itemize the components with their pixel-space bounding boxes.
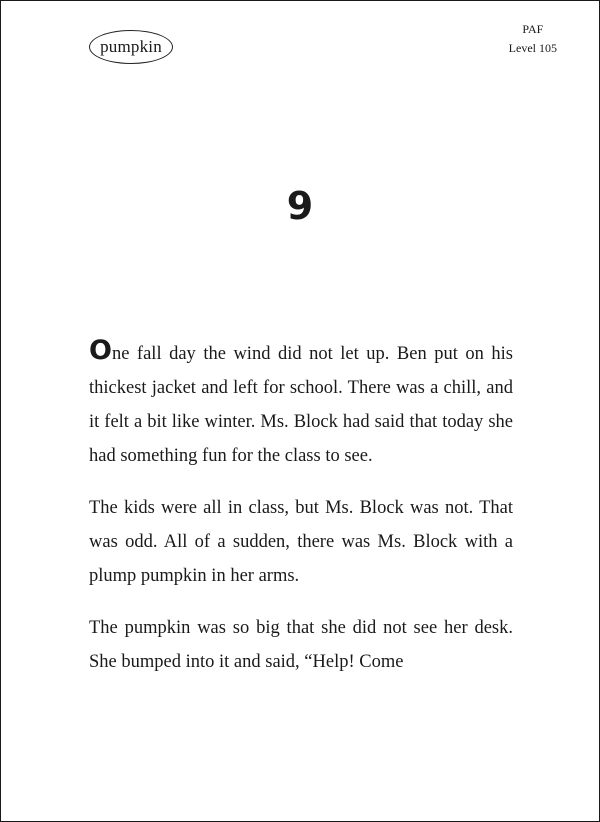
paragraph-1	[89, 337, 513, 473]
level-info	[509, 20, 557, 58]
level-label: Level 105	[508, 41, 557, 55]
focus-word-oval	[89, 30, 173, 64]
focus-word: pumpkin	[100, 37, 162, 56]
chapter-number: 9	[286, 184, 314, 228]
series-label: PAF	[522, 22, 544, 36]
story-text	[89, 337, 513, 697]
paragraph-1-text: ne fall day the wind did not let up. Ben put on his thickest jacket and left for school. There was a chill, and it felt a bit like winter. Ms. Block had said that today she had something fun for the class to see.	[89, 344, 513, 466]
paragraph-2: The kids were all in class, but Ms. Block was not. That was odd. All of a sudden, there was Ms. Block with a plump pumpkin in her arms.	[89, 498, 513, 586]
drop-cap-letter: O	[89, 335, 112, 366]
paragraph-3: The pumpkin was so big that she did not see her desk. She bumped into it and said, “Help! Come	[89, 618, 513, 672]
